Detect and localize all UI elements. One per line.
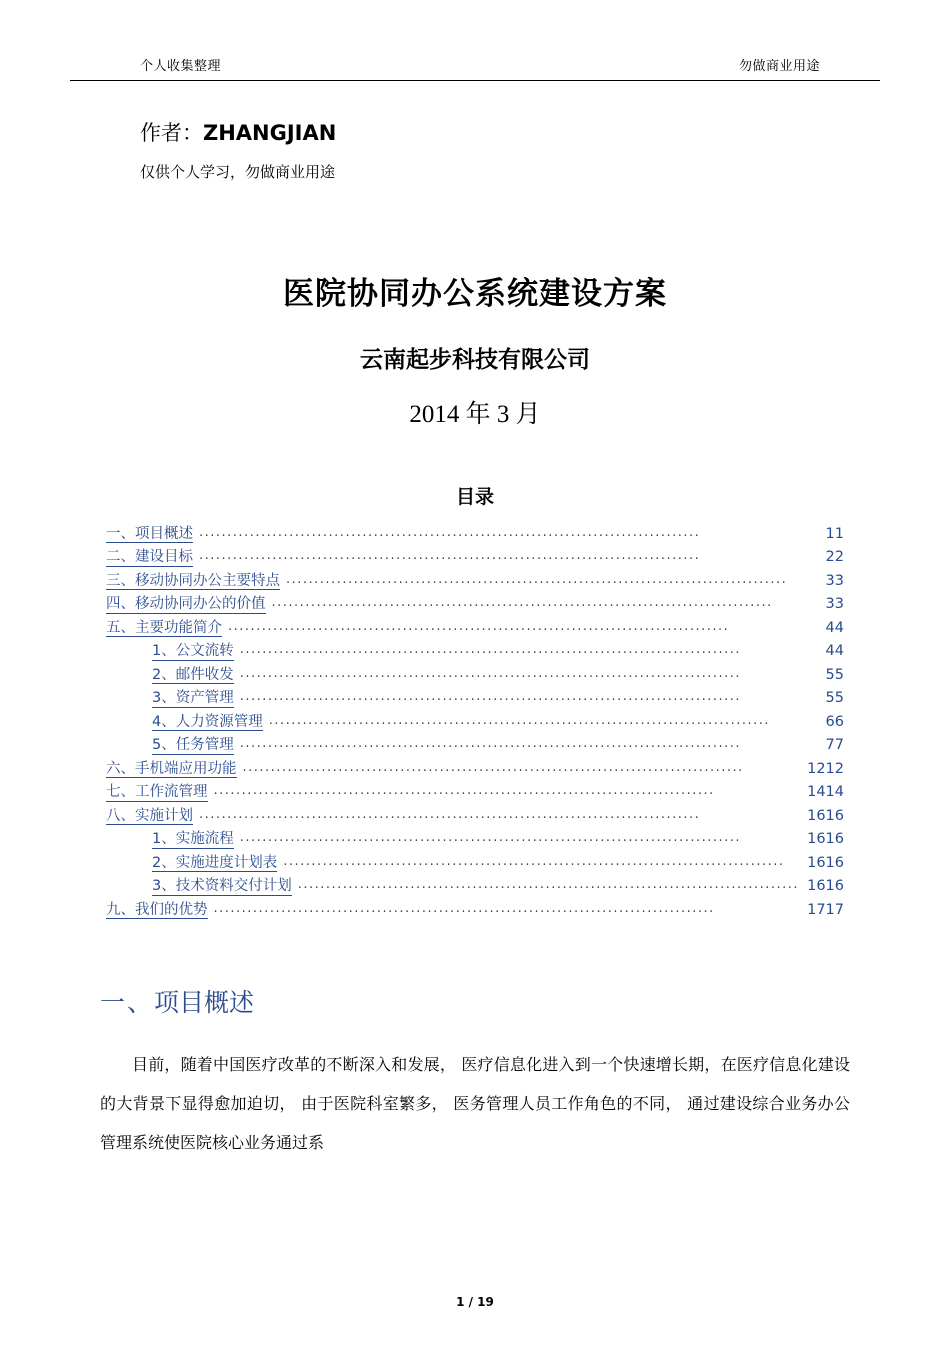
toc-entry-page: 66 xyxy=(825,713,844,730)
toc-leader-dots: ......................................................................................... xyxy=(297,878,800,891)
toc-entry-label[interactable]: 八、实施计划 xyxy=(106,807,193,824)
toc-entry-page: 1717 xyxy=(807,901,844,918)
toc-entry[interactable] xyxy=(106,641,844,665)
page-header xyxy=(70,0,880,81)
toc-entry[interactable] xyxy=(106,829,844,853)
toc-entry-label[interactable]: 5、任务管理 xyxy=(152,737,234,753)
toc-entry-page: 1616 xyxy=(807,831,844,847)
page-footer: 1 / 19 xyxy=(456,1295,494,1309)
toc-entry[interactable] xyxy=(106,664,844,688)
toc-entry[interactable] xyxy=(106,594,844,618)
toc-entry-label[interactable]: 3、资产管理 xyxy=(152,690,234,706)
toc-entry[interactable] xyxy=(106,688,844,712)
author-label: 作者： xyxy=(140,121,203,145)
toc-entry[interactable] xyxy=(106,523,844,547)
toc-heading: 目录 xyxy=(455,486,494,508)
toc-entry-label[interactable]: 九、我们的优势 xyxy=(106,901,208,918)
toc-entry-page: 44 xyxy=(825,619,844,636)
toc-leader-dots: ......................................................................................... xyxy=(242,760,744,774)
toc-entry-page: 33 xyxy=(825,596,844,612)
toc-entry[interactable] xyxy=(106,876,844,900)
toc-leader-dots: ......................................................................................... xyxy=(228,619,730,633)
toc-leader-dots: ......................................................................................... xyxy=(268,713,771,727)
toc-entry[interactable] xyxy=(106,547,844,571)
toc-entry-label[interactable]: 二、建设目标 xyxy=(106,549,193,565)
toc-leader-dots: ......................................................................................... xyxy=(213,784,715,797)
toc-entry[interactable] xyxy=(106,899,844,923)
toc-entry-label[interactable]: 七、工作流管理 xyxy=(106,784,208,800)
company-name: 云南起步科技有限公司 xyxy=(360,347,590,373)
section-title-text: 项目概述 xyxy=(154,987,255,1017)
header-left-text: 个人收集整理 xyxy=(140,59,222,74)
toc-entry-label[interactable]: 一、项目概述 xyxy=(106,525,193,542)
toc-entry-page: 77 xyxy=(825,737,844,753)
toc-entry-label[interactable]: 五、主要功能简介 xyxy=(106,619,222,636)
toc-entry-page: 1616 xyxy=(807,807,844,824)
table-of-contents xyxy=(100,523,850,923)
section-number: 一、 xyxy=(100,987,155,1017)
section-heading xyxy=(100,983,850,1019)
toc-leader-dots: ......................................................................................... xyxy=(271,596,773,609)
toc-leader-dots: ......................................................................................... xyxy=(239,737,742,750)
toc-entry[interactable] xyxy=(106,735,844,759)
toc-leader-dots: ......................................................................................... xyxy=(286,572,788,586)
toc-leader-dots: ......................................................................................... xyxy=(199,525,701,539)
toc-entry-label[interactable]: 1、实施流程 xyxy=(152,831,234,847)
toc-entry-page: 1616 xyxy=(807,854,844,871)
toc-entry-label[interactable]: 四、移动协同办公的价值 xyxy=(106,596,266,612)
toc-entry-label[interactable]: 六、手机端应用功能 xyxy=(106,760,237,777)
toc-entry-page: 55 xyxy=(825,666,844,683)
toc-entry[interactable] xyxy=(106,782,844,806)
toc-leader-dots: ......................................................................................... xyxy=(239,831,742,844)
toc-leader-dots: ......................................................................................... xyxy=(283,854,785,868)
toc-entry-page: 1212 xyxy=(807,760,844,777)
toc-leader-dots: ......................................................................................... xyxy=(239,643,742,656)
section-paragraph: 目前，随着中国医疗改革的不断深入和发展， 医疗信息化进入到一个快速增长期，在医疗信息化建设的大背景下显得愈加迫切， 由于医院科室繁多， 医务管理人员工作角色的不同， 通过建设综合业务办公管理系统使医院核心业务通过系 xyxy=(100,1054,850,1152)
toc-entry-label[interactable]: 三、移动协同办公主要特点 xyxy=(106,572,280,589)
header-right-text: 勿做商业用途 xyxy=(738,59,820,74)
toc-entry-label[interactable]: 1、公文流转 xyxy=(152,643,234,659)
toc-entry-label[interactable]: 2、实施进度计划表 xyxy=(152,854,278,871)
toc-leader-dots: ......................................................................................... xyxy=(199,549,701,562)
toc-leader-dots: ......................................................................................... xyxy=(199,807,701,821)
toc-entry-label[interactable]: 2、邮件收发 xyxy=(152,666,234,683)
toc-entry[interactable] xyxy=(106,758,844,782)
document-date: 2014 年 3 月 xyxy=(409,401,541,428)
page-title: 医院协同办公系统建设方案 xyxy=(283,276,667,312)
toc-entry[interactable] xyxy=(106,570,844,594)
toc-entry[interactable] xyxy=(106,852,844,876)
toc-entry-page: 11 xyxy=(825,525,844,542)
toc-leader-dots: ......................................................................................... xyxy=(239,690,742,703)
toc-leader-dots: ......................................................................................... xyxy=(239,666,742,680)
toc-entry-page: 44 xyxy=(825,643,844,659)
toc-entry-page: 55 xyxy=(825,690,844,706)
author-line xyxy=(140,117,850,147)
toc-entry[interactable] xyxy=(106,805,844,829)
author-note: 仅供个人学习，勿做商业用途 xyxy=(140,163,336,181)
toc-entry-page: 1414 xyxy=(807,784,844,800)
toc-entry-label[interactable]: 4、人力资源管理 xyxy=(152,713,263,730)
toc-entry-page: 33 xyxy=(825,572,844,589)
toc-entry[interactable] xyxy=(106,711,844,735)
toc-entry-page: 22 xyxy=(825,549,844,565)
toc-entry[interactable] xyxy=(106,617,844,641)
toc-leader-dots: ......................................................................................... xyxy=(213,901,715,915)
toc-entry-page: 1616 xyxy=(807,878,844,894)
toc-entry-label[interactable]: 3、技术资料交付计划 xyxy=(152,878,292,894)
author-name: ZHANGJIAN xyxy=(203,121,337,145)
